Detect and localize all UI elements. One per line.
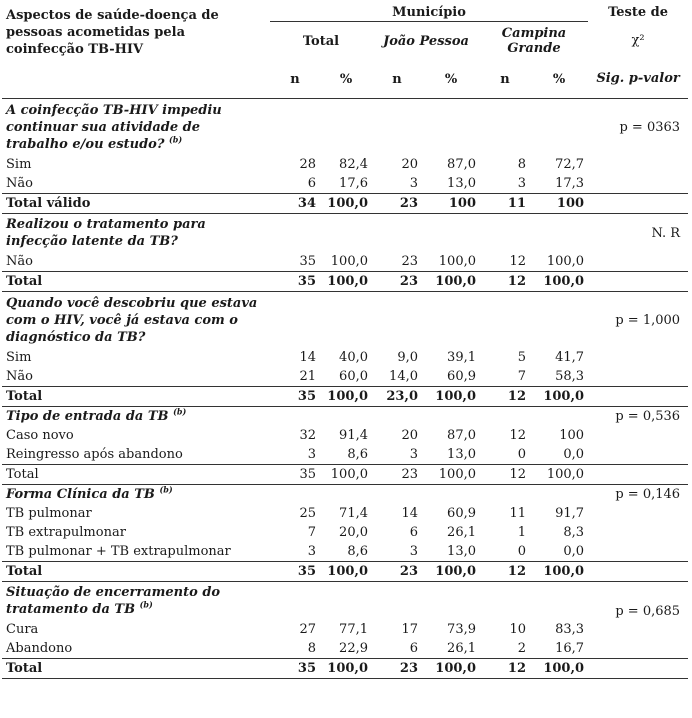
- total-jp: 100: [422, 194, 480, 214]
- section-title: [2, 214, 270, 253]
- total-jp: 100,0: [422, 465, 480, 485]
- table-row: [2, 252, 688, 272]
- row-label: Abandono: [6, 641, 73, 656]
- table-row: [2, 174, 688, 194]
- total-tn: 35: [270, 659, 320, 679]
- total-jp: 100,0: [422, 272, 480, 292]
- p-value: N. R: [651, 225, 681, 241]
- section-title-row: [2, 407, 688, 427]
- cell-jn: 23: [401, 254, 418, 269]
- cell-cn: 0: [517, 544, 526, 559]
- total-jn: 23: [372, 194, 422, 214]
- total-cp: 100,0: [530, 562, 588, 582]
- cell-jn: 20: [401, 428, 418, 443]
- cell-jp: 39,1: [447, 350, 476, 365]
- total-label: Total: [2, 465, 270, 485]
- section-title-row: [2, 485, 688, 505]
- cell-tn: 32: [299, 428, 316, 443]
- cell-jp: 60,9: [447, 369, 476, 384]
- cell-jn: 3: [409, 544, 418, 559]
- cell-tn: 21: [299, 369, 316, 384]
- total-tn: 35: [270, 387, 320, 407]
- cell-cn: 2: [517, 641, 526, 656]
- cell-jp: 73,9: [447, 622, 476, 637]
- row-label: Não: [6, 176, 33, 191]
- cell-cp: 100: [559, 428, 585, 443]
- total-tn: 35: [270, 465, 320, 485]
- section-title: [2, 407, 270, 427]
- table-row: [2, 445, 688, 465]
- header-row-3: [2, 60, 688, 99]
- municipio-header: Município: [270, 4, 588, 22]
- sig-header: Sig. p-valor: [588, 60, 688, 99]
- cell-cn: 8: [517, 157, 526, 172]
- section-title-text: Quando você descobriu que estava com o HIV, você já estava com o diagnóstico da TB?: [6, 295, 258, 345]
- cell-tp: 17,6: [339, 176, 368, 191]
- total-row: [2, 272, 688, 292]
- total-jp: 100,0: [422, 659, 480, 679]
- total-tp: 100,0: [320, 194, 372, 214]
- cell-cn: 11: [509, 506, 526, 521]
- total-jp: 100,0: [422, 387, 480, 407]
- cell-tp: 22,9: [339, 641, 368, 656]
- cell-jp: 13,0: [447, 176, 476, 191]
- campina-grande-header: Campina Grande: [501, 26, 567, 56]
- header-row-1: [2, 4, 688, 22]
- cell-tp: 100,0: [330, 254, 368, 269]
- total-cp: 100,0: [530, 272, 588, 292]
- section-title-text: A coinfecção TB-HIV impediu continuar sua atividade de trabalho e/ou estudo?: [6, 102, 222, 152]
- cell-jp: 100,0: [438, 254, 476, 269]
- cell-cp: 8,3: [563, 525, 585, 540]
- total-row: [2, 194, 688, 214]
- cell-jp: 13,0: [447, 447, 476, 462]
- cell-cn: 0: [517, 447, 526, 462]
- cell-cn: 7: [517, 369, 526, 384]
- total-tn: 34: [270, 194, 320, 214]
- table-row: [2, 523, 688, 542]
- p-value: p = 0,536: [615, 409, 681, 424]
- table-row: [2, 155, 688, 174]
- aspect-title: Aspectos de saúde-doença de pessoas acometidas pela coinfecção TB-HIV: [6, 7, 219, 57]
- total-label: Total válido: [2, 194, 270, 214]
- jp-n-header: n: [372, 60, 422, 99]
- cell-jn: 3: [409, 176, 418, 191]
- cell-cn: 1: [517, 525, 526, 540]
- cg-pct-header: %: [530, 60, 588, 99]
- cell-tp: 40,0: [339, 350, 368, 365]
- total-cp: 100,0: [530, 659, 588, 679]
- row-label: Não: [6, 254, 33, 269]
- cell-jn: 14,0: [389, 369, 418, 384]
- table-row: [2, 426, 688, 445]
- data-table: [2, 4, 688, 679]
- cell-jn: 3: [409, 447, 418, 462]
- total-cn: 12: [480, 562, 530, 582]
- cell-tn: 28: [299, 157, 316, 172]
- total-cn: 12: [480, 465, 530, 485]
- cell-tp: 82,4: [339, 157, 368, 172]
- cell-jp: 87,0: [447, 157, 476, 172]
- cell-tp: 20,0: [339, 525, 368, 540]
- table-row: [2, 348, 688, 367]
- row-label: Sim: [6, 350, 32, 365]
- cell-cn: 12: [509, 428, 526, 443]
- joao-pessoa-header: João Pessoa: [383, 33, 469, 49]
- total-pct-header: %: [320, 60, 372, 99]
- total-cn: 12: [480, 659, 530, 679]
- table-row: [2, 367, 688, 387]
- section-title-row: [2, 582, 688, 621]
- total-jp: 100,0: [422, 562, 480, 582]
- section-title-text: Tipo de entrada da TB: [6, 409, 169, 424]
- row-label: TB pulmonar: [6, 506, 92, 521]
- cell-cp: 100,0: [546, 254, 585, 269]
- cell-cp: 72,7: [555, 157, 585, 172]
- cell-cp: 16,7: [555, 641, 585, 656]
- total-tn: 35: [270, 272, 320, 292]
- cell-tn: 14: [299, 350, 316, 365]
- cell-tp: 8,6: [347, 447, 368, 462]
- cell-cn: 5: [517, 350, 526, 365]
- section-title-row: [2, 214, 688, 253]
- total-label: Total: [2, 562, 270, 582]
- total-tp: 100,0: [320, 272, 372, 292]
- cell-cp: 83,3: [555, 622, 585, 637]
- cell-jp: 26,1: [447, 525, 476, 540]
- cell-cn: 12: [509, 254, 526, 269]
- cell-tn: 8: [307, 641, 316, 656]
- cell-jn: 6: [409, 525, 418, 540]
- total-cn: 12: [480, 272, 530, 292]
- table-row: [2, 639, 688, 659]
- cell-cp: 91,7: [555, 506, 585, 521]
- row-label: Reingresso após abandono: [6, 447, 183, 462]
- p-value: p = 0,146: [615, 487, 681, 502]
- cell-tn: 27: [299, 622, 316, 637]
- total-label: Total: [2, 387, 270, 407]
- p-value: p = 0,685: [615, 604, 681, 619]
- cell-tn: 7: [307, 525, 316, 540]
- total-row: [2, 387, 688, 407]
- total-jn: 23: [372, 465, 422, 485]
- total-tp: 100,0: [320, 659, 372, 679]
- cell-tn: 3: [307, 447, 316, 462]
- total-header: Total: [302, 33, 340, 49]
- table-body: [2, 99, 688, 679]
- p-value: p = 1,000: [615, 312, 681, 328]
- table-row: [2, 504, 688, 523]
- cell-tn: 35: [299, 254, 316, 269]
- row-label: TB pulmonar + TB extrapulmonar: [6, 544, 231, 559]
- p-value: p = 0363: [619, 119, 681, 135]
- cell-tp: 71,4: [339, 506, 368, 521]
- total-row: [2, 562, 688, 582]
- total-jn: 23: [372, 562, 422, 582]
- total-jn: 23: [372, 659, 422, 679]
- cell-jn: 9,0: [397, 350, 418, 365]
- chi2-header: χ²: [631, 33, 645, 49]
- cell-cp: 0,0: [563, 447, 585, 462]
- cell-cp: 58,3: [555, 369, 585, 384]
- row-label: Sim: [6, 157, 32, 172]
- cell-tn: 25: [299, 506, 316, 521]
- total-row: [2, 465, 688, 485]
- total-jn: 23: [372, 272, 422, 292]
- cell-tn: 6: [307, 176, 316, 191]
- section-title-text: Forma Clínica da TB: [6, 487, 155, 502]
- cell-tn: 3: [307, 544, 316, 559]
- total-cp: 100,0: [530, 387, 588, 407]
- section-title-row: [2, 292, 688, 349]
- cell-tp: 77,1: [339, 622, 368, 637]
- cg-n-header: n: [480, 60, 530, 99]
- section-title-text: Realizou o tratamento para infecção latente da TB?: [6, 217, 206, 249]
- total-cn: 12: [480, 387, 530, 407]
- total-jn: 23,0: [372, 387, 422, 407]
- cell-cp: 17,3: [555, 176, 585, 191]
- footnote-marker: (b): [159, 484, 173, 495]
- footnote-marker: (b): [169, 134, 183, 145]
- cell-tp: 91,4: [339, 428, 368, 443]
- cell-jn: 17: [401, 622, 418, 637]
- teste-de-header: Teste de: [608, 5, 669, 21]
- row-label: Caso novo: [6, 428, 74, 443]
- table-row: [2, 620, 688, 639]
- cell-cn: 3: [517, 176, 526, 191]
- cell-cp: 0,0: [563, 544, 585, 559]
- cell-tp: 60,0: [339, 369, 368, 384]
- section-title: [2, 485, 270, 505]
- total-row: [2, 659, 688, 679]
- total-cp: 100: [530, 194, 588, 214]
- cell-jp: 87,0: [447, 428, 476, 443]
- cell-jn: 14: [401, 506, 418, 521]
- cell-cn: 10: [509, 622, 526, 637]
- section-title: [2, 292, 270, 349]
- row-label: Não: [6, 369, 33, 384]
- row-label: Cura: [6, 622, 39, 637]
- jp-pct-header: %: [422, 60, 480, 99]
- total-tp: 100,0: [320, 387, 372, 407]
- cell-jp: 26,1: [447, 641, 476, 656]
- total-tp: 100,0: [320, 465, 372, 485]
- total-n-header: n: [270, 60, 320, 99]
- section-title: [2, 582, 270, 621]
- total-label: Total: [2, 659, 270, 679]
- total-tp: 100,0: [320, 562, 372, 582]
- cell-tp: 8,6: [347, 544, 368, 559]
- row-label: TB extrapulmonar: [6, 525, 126, 540]
- total-tn: 35: [270, 562, 320, 582]
- section-title-row: [2, 99, 688, 156]
- total-label: Total: [2, 272, 270, 292]
- cell-jn: 6: [409, 641, 418, 656]
- footnote-marker: (b): [139, 599, 153, 610]
- total-cp: 100,0: [530, 465, 588, 485]
- total-cn: 11: [480, 194, 530, 214]
- cell-jn: 20: [401, 157, 418, 172]
- cell-jp: 13,0: [447, 544, 476, 559]
- cell-jp: 60,9: [447, 506, 476, 521]
- table-row: [2, 542, 688, 562]
- footnote-marker: (b): [173, 406, 187, 417]
- section-title: [2, 99, 270, 156]
- cell-cp: 41,7: [555, 350, 585, 365]
- section-title-text: Situação de encerramento do tratamento da TB: [6, 585, 221, 617]
